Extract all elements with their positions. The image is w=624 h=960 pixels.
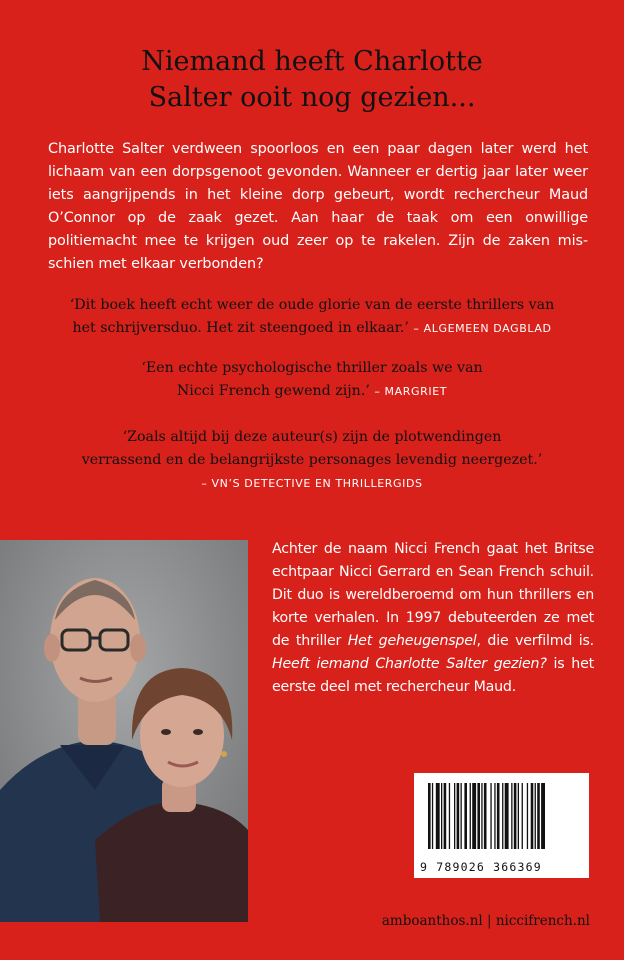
quote-line: ‘Dit boek heeft echt weer de oude glorie van de eerste thrillers van [69,297,555,313]
quote-line: ‘Zoals altijd bij deze auteur(s) zijn de plotwendingen [122,429,502,445]
barcode-bar [494,783,495,849]
barcode-bar [514,783,517,849]
barcode-bar [457,783,460,849]
headline-line-1: Niemand heeft Charlotte [141,46,483,77]
quote-line: Nicci French gewend zijn.’ [176,383,370,399]
headline [0,44,624,116]
bio-book-title: Het geheugenspel [347,633,477,649]
barcode-bar [461,783,462,849]
barcode-bar [428,783,431,849]
barcode-bar [518,783,519,849]
author-photo-illustration [0,540,248,922]
bio-text: , die verfilmd is. [476,633,594,649]
barcode-bar [436,783,440,849]
quote-source: – VN’S DETECTIVE EN THRILLERGIDS [201,477,423,490]
review-quote-3 [30,426,594,495]
barcode-bar [472,783,476,849]
barcode-bar [522,783,523,849]
barcode-bar [527,783,528,849]
barcode-bar [449,783,450,849]
author-photo [0,540,248,922]
barcode-bar [481,783,482,849]
barcode-bar [441,783,442,849]
barcode-bar [470,783,471,849]
quote-source: – ALGEMEEN DAGBLAD [413,322,552,335]
headline-line-2: Salter ooit nog gezien... [148,82,476,113]
barcode-bar [505,783,509,849]
barcode-bar [531,783,534,849]
bio-text: Achter de naam Nicci French gaat het Britse echtpaar Nicci Gerrard en Sean French schuil. Dit duo is wereldberoemd om hun thrillers en korte verhalen. In 1997 debuteerden ze met de thriller [272,541,594,649]
barcode-bar [444,783,447,849]
review-quote-2 [30,357,594,403]
barcode-bar [454,783,455,849]
barcode-bar [535,783,536,849]
barcode-bar [477,783,480,849]
barcode-bar [484,783,487,849]
barcode-bar [541,783,545,849]
bio-text: is het eerste deel met rechercheur Maud. [272,656,594,695]
isbn-number: 9 789026 366369 [420,860,542,874]
review-quote-1 [30,294,594,340]
barcode-bar [464,783,467,849]
barcode-bar [502,783,503,849]
quote-line: verrassend en de belangrijkste personages levendig neergezet.’ [81,452,543,468]
quote-line: het schrijversduo. Het zit steengoed in elkaar.’ [72,320,409,336]
barcode-bars [414,773,589,853]
barcode [414,773,589,878]
barcode-bar [497,783,500,849]
barcode-bar [537,783,540,849]
quote-source: – MARGRIET [374,385,448,398]
barcode-bar [432,783,433,849]
blurb-text: Charlotte Salter verdween spoorloos en een paar dagen later werd het lichaam van een dorpsgenoot gevonden. Wanneer er dertig jaar later weer iets aangrijpends in het kleine dorp gebeurt, wordt rechercheur Maud O’Connor op de zaak gezet. Aan haar de taak om een onwillige politiemacht mee te krijgen oud zeer op te rakelen. Zijn de zaken mis-schien met elkaar verbonden? [48,141,588,272]
author-bio [272,538,594,699]
barcode-bar [511,783,512,849]
quote-line: ‘Een echte psychologische thriller zoals we van [141,360,483,376]
bio-book-title: Heeft iemand Charlotte Salter gezien? [272,656,547,672]
website-links: amboanthos.nl | niccifrench.nl [381,913,590,929]
barcode-bar [490,783,491,849]
